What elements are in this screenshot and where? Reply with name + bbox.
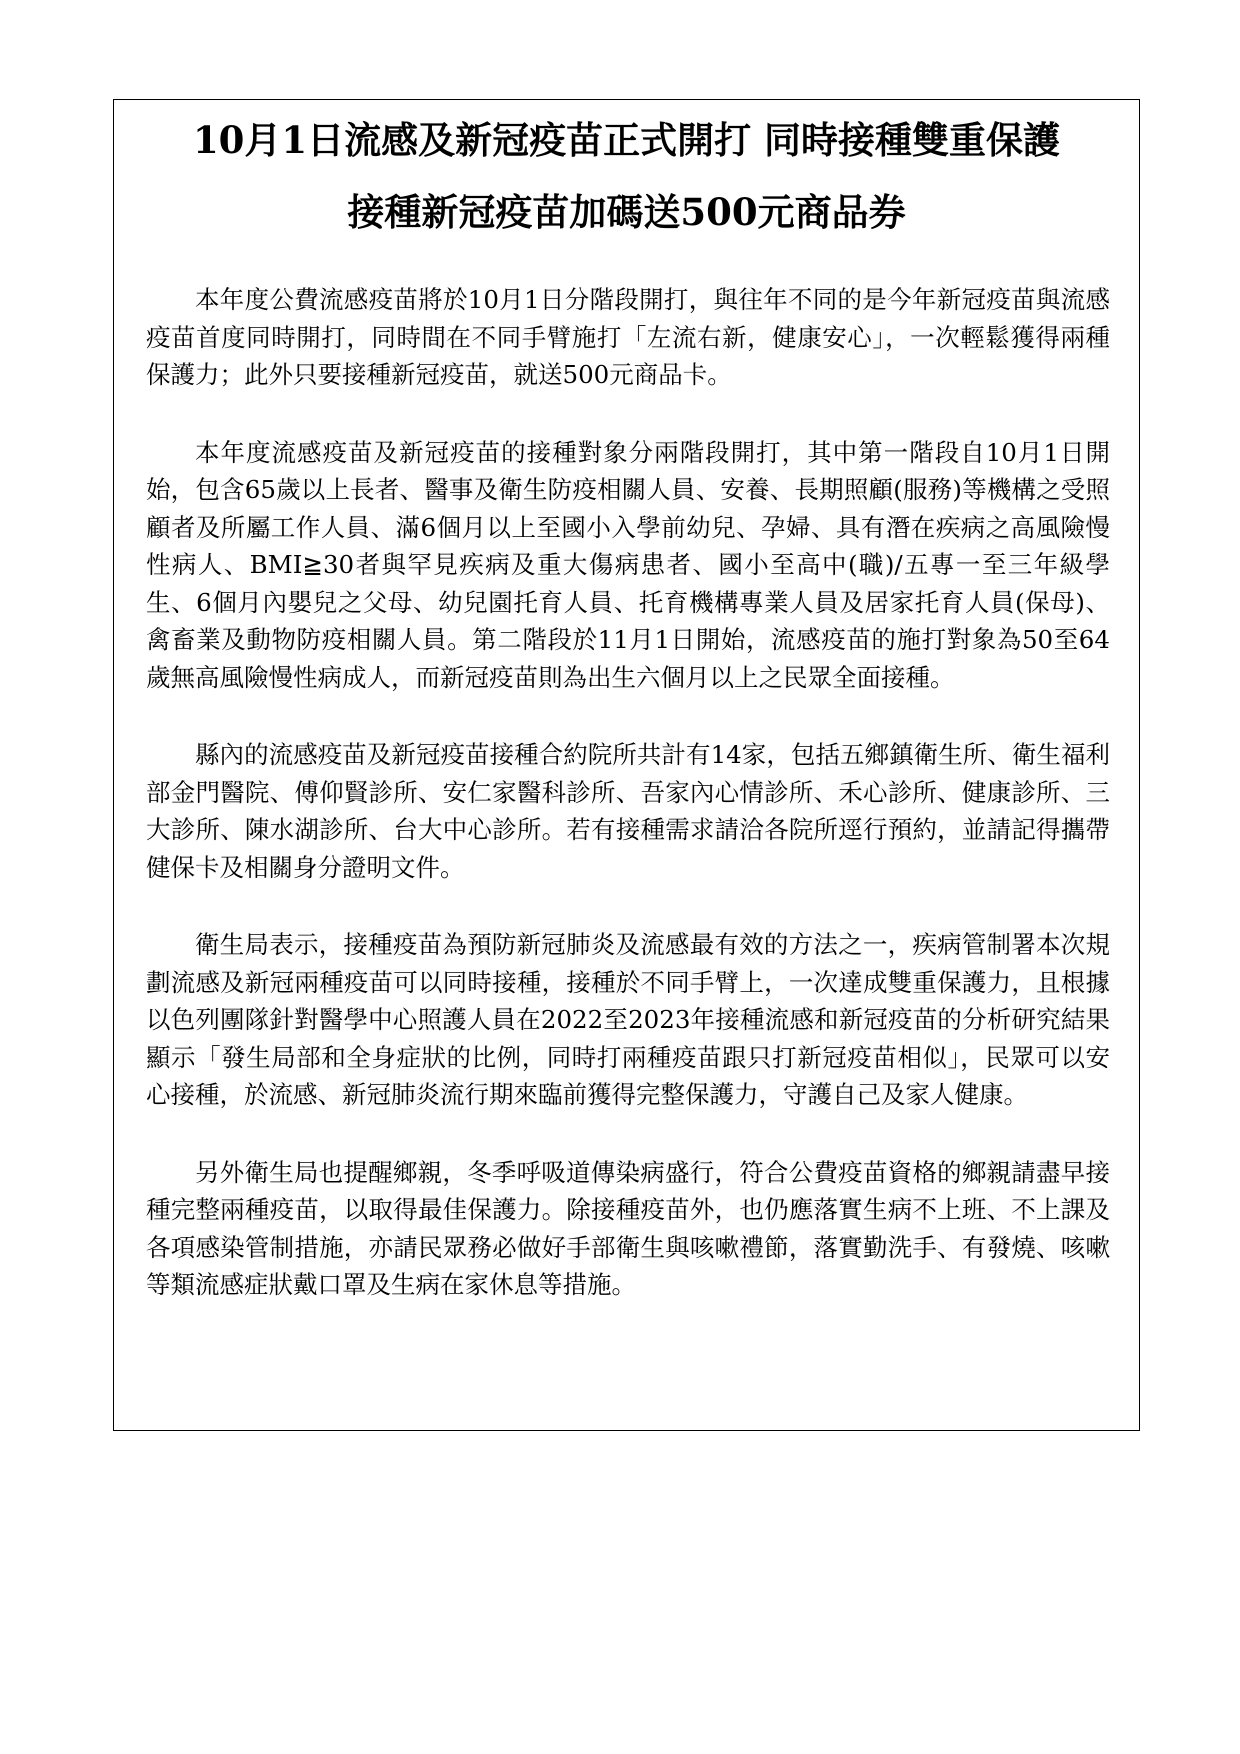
subheadline: 接種新冠疫苗加碼送500元商品券 — [347, 190, 906, 234]
paragraph-4: 衛生局表示，接種疫苗為預防新冠肺炎及流感最有效的方法之一，疾病管制署本次規劃流感及新冠兩種疫苗可以同時接種，接種於不同手臂上，一次達成雙重保護力，且根據以色列團隊針對醫學中心照護人員在2022至2023年接種流感和新冠疫苗的分析研究結果顯示「發生局部和全身症狀的比例，同時打兩種疫苗跟只打新冠疫苗相似」，民眾可以安心接種，於流感、新冠肺炎流行期來臨前獲得完整保護力，守護自己及家人健康。 — [146, 930, 1110, 1109]
headline: 10月1日流感及新冠疫苗正式開打 同時接種雙重保護 — [192, 118, 1061, 162]
paragraph-2: 本年度流感疫苗及新冠疫苗的接種對象分兩階段開打，其中第一階段自10月1日開始，包含65歲以上長者、醫事及衛生防疫相關人員、安養、長期照顧(服務)等機構之受照顧者及所屬工作人員、滿6個月以上至國小入學前幼兒、孕婦、具有潛在疾病之高風險慢性病人、BMI≧30者與罕見疾病及重大傷病患者、國小至高中(職)/五專一至三年級學生、6個月內嬰兒之父母、幼兒園托育人員、托育機構專業人員及居家托育人員(保母)、禽畜業及動物防疫相關人員。第二階段於11月1日開始，流感疫苗的施打對象為50至64歲無高風險慢性病成人，而新冠疫苗則為出生六個月以上之民眾全面接種。 — [146, 437, 1110, 692]
paragraph-5: 另外衛生局也提醒鄉親，冬季呼吸道傳染病盛行，符合公費疫苗資格的鄉親請盡早接種完整兩種疫苗，以取得最佳保護力。除接種疫苗外，也仍應落實生病不上班、不上課及各項感染管制措施，亦請民眾務必做好手部衛生與咳嗽禮節，落實勤洗手、有發燒、咳嗽等類流感症狀戴口罩及生病在家休息等措施。 — [146, 1157, 1110, 1299]
paragraph-3: 縣內的流感疫苗及新冠疫苗接種合約院所共計有14家，包括五鄉鎮衛生所、衛生福利部金門醫院、傅仰賢診所、安仁家醫科診所、吾家內心情診所、禾心診所、健康診所、三大診所、陳水湖診所、台大中心診所。若有接種需求請洽各院所逕行預約，並請記得攜帶健保卡及相關身分證明文件。 — [146, 740, 1110, 882]
article-body — [146, 281, 1110, 1344]
paragraph-1: 本年度公費流感疫苗將於10月1日分階段開打，與往年不同的是今年新冠疫苗與流感疫苗首度同時開打，同時間在不同手臂施打「左流右新，健康安心」，一次輕鬆獲得兩種保護力；此外只要接種新冠疫苗，就送500元商品卡。 — [146, 285, 1110, 389]
press-release-frame — [113, 99, 1140, 1431]
